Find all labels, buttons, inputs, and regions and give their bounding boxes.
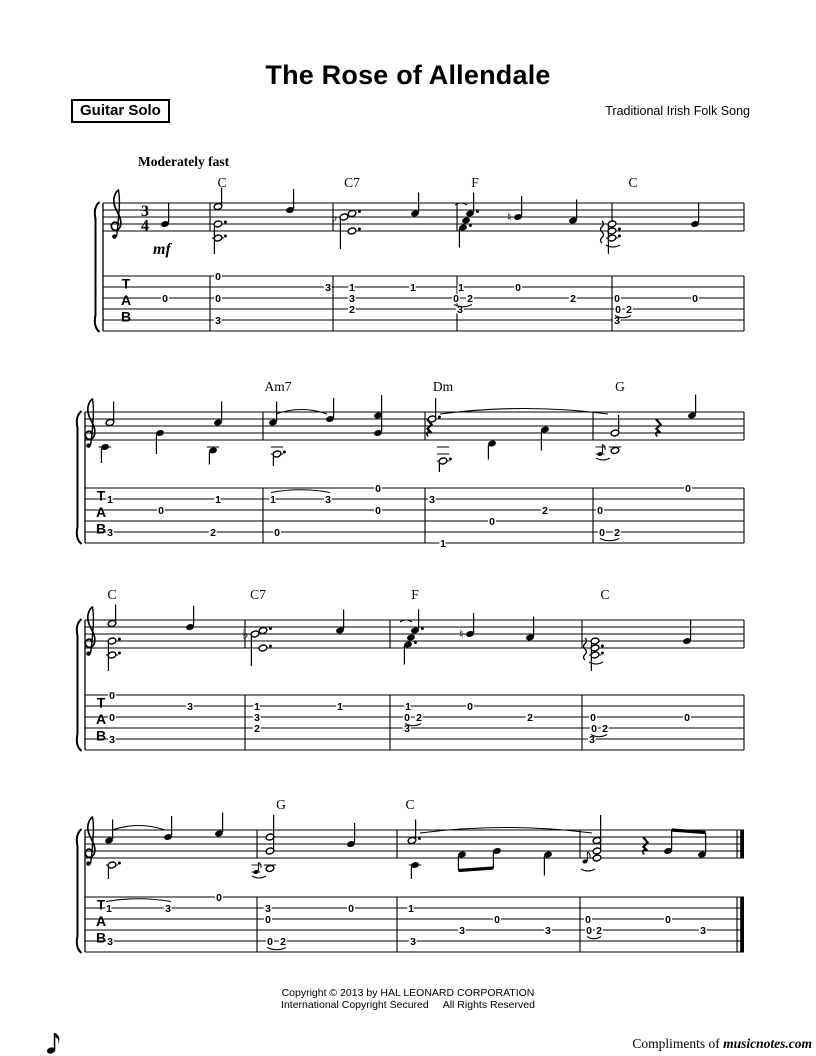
treble-clef-icon — [86, 651, 90, 655]
tab-number: 1 — [106, 902, 112, 915]
notehead — [265, 865, 274, 873]
musicnotes-logo-icon — [45, 1028, 65, 1056]
chord-label: F — [471, 175, 479, 190]
notehead — [610, 447, 619, 455]
tab-clef-letter: B — [95, 929, 107, 946]
chord-label: Dm — [432, 379, 454, 394]
final-barline-thick — [740, 897, 744, 952]
tab-clef-letter: A — [95, 504, 107, 521]
tab-number: 3 — [165, 902, 171, 915]
tab-number: 3 — [109, 733, 115, 746]
tab-number: 0 — [348, 902, 354, 915]
augmentation-dot — [421, 627, 424, 630]
tab-number: 3 — [404, 722, 410, 735]
tab-number: 3 — [429, 493, 435, 506]
quarter-rest — [427, 432, 432, 436]
augmentation-dot — [414, 641, 417, 644]
page-title: The Rose of Allendale — [265, 60, 551, 90]
system-3 — [77, 587, 744, 751]
augmentation-dot — [449, 458, 452, 461]
augmentation-dot — [601, 645, 604, 648]
system-bracket — [77, 411, 82, 544]
tab-clef-letter: B — [95, 520, 107, 537]
tab-number: 2 — [467, 292, 473, 305]
tab-number: 0 — [586, 924, 592, 937]
tab-number: 0 — [404, 711, 410, 724]
tab-number: 1 — [410, 281, 416, 294]
slur — [440, 409, 608, 415]
chord-label: C — [217, 175, 227, 190]
chord-label: F — [411, 587, 419, 602]
tab-clef-letter: A — [95, 711, 107, 728]
tab-number: 0 — [162, 292, 168, 305]
tab-number: 2 — [210, 526, 216, 539]
chord-label: C — [107, 587, 117, 602]
tab-number: 0 — [599, 526, 605, 539]
augmentation-dot — [358, 210, 361, 213]
chord-label: C — [628, 175, 638, 190]
tab-number: 1 — [440, 537, 446, 550]
augmentation-dot — [601, 652, 604, 655]
tab-number: 0 — [685, 482, 691, 495]
slur — [596, 458, 610, 460]
compliments-site: musicnotes.com — [723, 1036, 812, 1051]
tab-number: 0 — [109, 689, 115, 702]
time-signature-denominator: 4 — [141, 217, 149, 235]
tab-number: 3 — [614, 314, 620, 327]
tab-number: 0 — [467, 700, 473, 713]
chord-label: Am7 — [264, 379, 292, 394]
system-4 — [77, 797, 744, 953]
tab-number: 0 — [109, 711, 115, 724]
treble-clef-icon — [86, 443, 90, 447]
tab-number: 3 — [107, 935, 113, 948]
logo-flag — [55, 1033, 59, 1045]
tab-number: 0 — [267, 935, 273, 948]
tab-number: 1 — [215, 493, 221, 506]
tab-number: 3 — [349, 292, 355, 305]
tab-number: 1 — [107, 493, 113, 506]
instrument-label: Guitar Solo — [71, 99, 170, 123]
compliments-note — [632, 1036, 812, 1052]
tab-slur — [267, 948, 286, 950]
tab-number: 0 — [614, 292, 620, 305]
tab-clef-letter: A — [95, 913, 107, 930]
tab-number: 3 — [700, 924, 706, 937]
tab-number: 0 — [375, 504, 381, 517]
tab-clef-letter: T — [96, 694, 106, 711]
tab-number: 3 — [254, 711, 260, 724]
augmentation-dot — [118, 862, 121, 865]
accidental: ♮ — [458, 626, 464, 642]
tab-number: 2 — [349, 303, 355, 316]
tab-number: 2 — [602, 722, 608, 735]
tab-clef-letter: A — [120, 292, 132, 309]
augmentation-dot — [618, 235, 621, 238]
tab-number: 1 — [408, 902, 414, 915]
tab-number: 3 — [589, 733, 595, 746]
augmentation-dot — [618, 228, 621, 231]
tab-number: 3 — [459, 924, 465, 937]
notehead — [347, 227, 356, 235]
tab-number: 3 — [410, 935, 416, 948]
tab-clef-letter: T — [121, 275, 131, 292]
time-signature-numerator: 3 — [141, 203, 149, 220]
tab-number: 0 — [684, 711, 690, 724]
augmentation-dot — [224, 221, 227, 224]
tab-slur — [106, 899, 171, 902]
logo-stem — [54, 1033, 56, 1051]
chord-label: C — [600, 587, 610, 602]
augmentation-dot — [118, 652, 121, 655]
tab-number: 2 — [596, 924, 602, 937]
tab-number: 1 — [254, 700, 260, 713]
tab-clef-letter: B — [120, 308, 132, 325]
augmentation-dot — [469, 224, 472, 227]
notehead — [592, 854, 601, 862]
tab-slur — [600, 539, 619, 541]
tab-number: 2 — [626, 303, 632, 316]
accidental: ♮ — [506, 209, 512, 225]
tab-number: 3 — [107, 526, 113, 539]
tab-number: 0 — [590, 711, 596, 724]
augmentation-dot — [269, 645, 272, 648]
attribution: Traditional Irish Folk Song — [605, 104, 750, 118]
slur — [252, 876, 266, 878]
tab-number: 0 — [375, 482, 381, 495]
tab-number: 1 — [349, 281, 355, 294]
tab-number: 1 — [405, 700, 411, 713]
chord-label: G — [615, 379, 625, 394]
tab-number: 0 — [265, 913, 271, 926]
augmentation-dot — [283, 451, 286, 454]
chord-label: C — [405, 797, 415, 812]
chord-label: C7 — [344, 175, 360, 190]
tab-number: 3 — [215, 314, 221, 327]
notehead — [347, 210, 356, 218]
system-bracket — [77, 619, 82, 751]
chord-label: G — [276, 797, 286, 812]
tab-slur — [271, 490, 330, 493]
augmentation-dot — [476, 210, 479, 213]
tempo-marking: Moderately fast — [138, 154, 230, 169]
tab-number: 2 — [614, 526, 620, 539]
tab-number: 0 — [216, 891, 222, 904]
tab-number: 0 — [274, 526, 280, 539]
augmentation-dot — [438, 416, 441, 419]
tab-number: 1 — [458, 281, 464, 294]
tab-slur — [587, 937, 601, 939]
tab-clef-letter: T — [96, 487, 106, 504]
tab-number: 2 — [280, 935, 286, 948]
tab-number: 0 — [597, 504, 603, 517]
tab-number: 2 — [416, 711, 422, 724]
tab-number: 3 — [325, 281, 331, 294]
tab-clef-letter: B — [95, 727, 107, 744]
beam — [458, 868, 493, 871]
quarter-rest — [643, 850, 648, 854]
tab-number: 0 — [158, 504, 164, 517]
copyright-line-2: International Copyright Secured All Rights Reserved — [281, 999, 535, 1011]
notehead — [258, 627, 267, 635]
tab-number: 3 — [265, 902, 271, 915]
augmentation-dot — [418, 837, 421, 840]
tab-number: 3 — [545, 924, 551, 937]
tab-number: 0 — [665, 913, 671, 926]
chord-label: C7 — [250, 587, 266, 602]
slur — [112, 826, 165, 831]
tab-number: 2 — [527, 711, 533, 724]
notehead — [258, 644, 267, 652]
tab-number: 0 — [585, 913, 591, 926]
tab-number: 3 — [457, 303, 463, 316]
system-bracket — [77, 829, 82, 953]
dynamic-marking: mf — [153, 241, 171, 258]
treble-clef-icon — [86, 861, 90, 865]
final-barline-thick — [740, 830, 744, 858]
treble-clef-icon — [112, 234, 116, 238]
tab-number: 3 — [325, 493, 331, 506]
notehead — [461, 217, 470, 225]
augmentation-dot — [269, 627, 272, 630]
system-bracket — [95, 202, 100, 332]
tab-number: 0 — [591, 722, 597, 735]
system-2 — [77, 379, 744, 550]
tab-number: 2 — [542, 504, 548, 517]
tab-number: 3 — [187, 700, 193, 713]
compliments-prefix: Compliments of — [632, 1036, 724, 1051]
quarter-rest — [656, 432, 661, 436]
system-1 — [95, 175, 744, 332]
augmentation-dot — [118, 638, 121, 641]
slur — [581, 869, 595, 871]
augmentation-dot — [224, 235, 227, 238]
tab-clef-letter: T — [96, 896, 106, 913]
tab-number: 1 — [337, 700, 343, 713]
notehead — [406, 634, 415, 642]
tab-number: 0 — [489, 515, 495, 528]
accidental: ♭ — [242, 626, 249, 642]
augmentation-dot — [358, 228, 361, 231]
tab-number: 1 — [270, 493, 276, 506]
tab-number: 0 — [515, 281, 521, 294]
tab-number: 0 — [215, 270, 221, 283]
copyright-line-1: Copyright © 2013 by HAL LEONARD CORPORATION — [281, 987, 535, 999]
tab-number: 0 — [494, 913, 500, 926]
tab-number: 2 — [570, 292, 576, 305]
accidental: ♭ — [331, 209, 338, 225]
tab-number: 0 — [215, 292, 221, 305]
tab-number: 0 — [692, 292, 698, 305]
tab-number: 0 — [453, 292, 459, 305]
tab-number: 2 — [254, 722, 260, 735]
tab-number: 0 — [615, 303, 621, 316]
